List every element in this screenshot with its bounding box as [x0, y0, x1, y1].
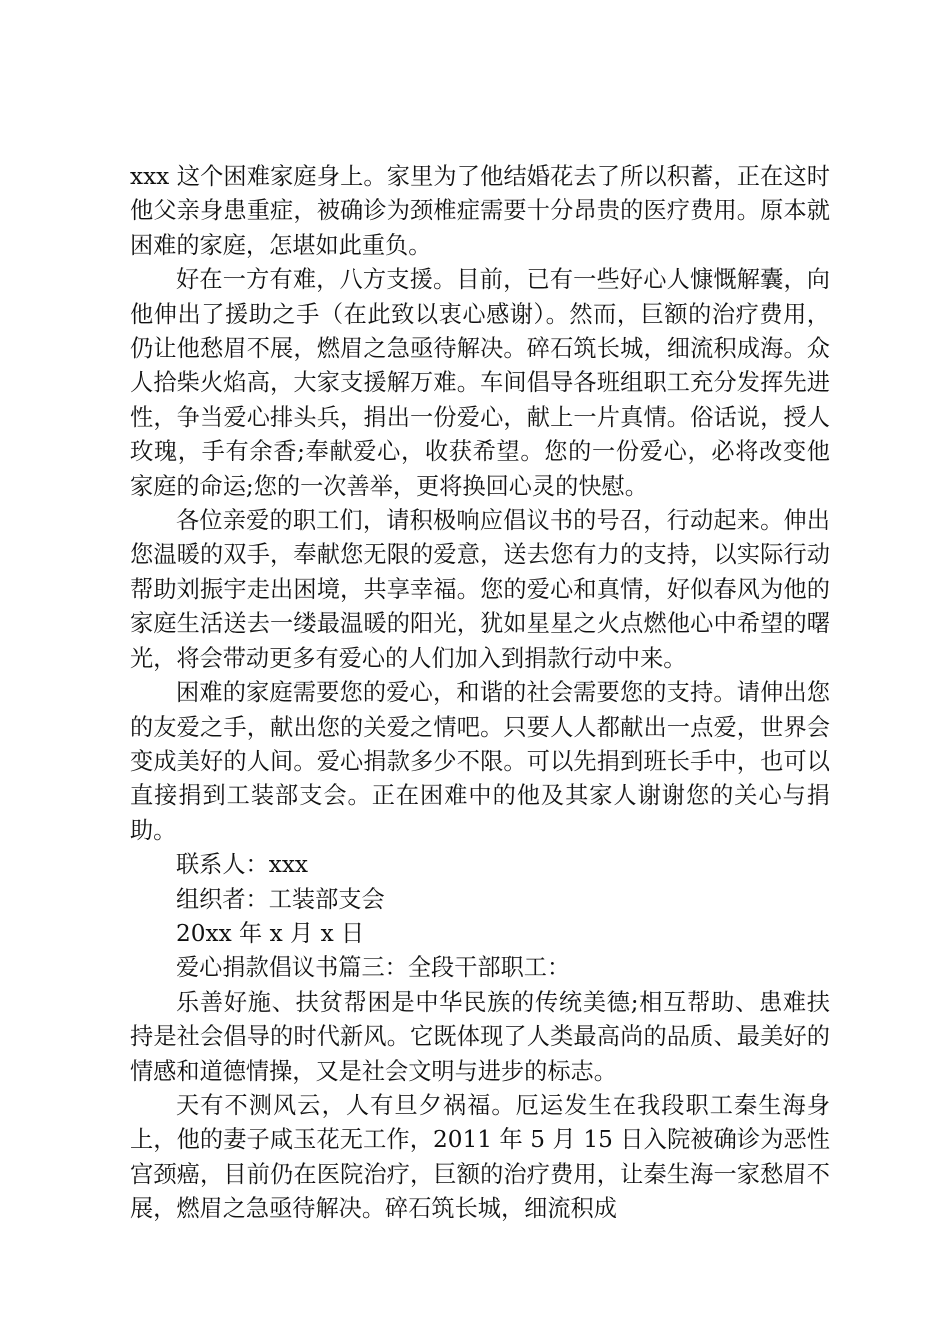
contact-line: 联系人：xxx — [176, 851, 308, 879]
paragraph-6: 天有不测风云，人有旦夕祸福。厄运发生在我段职工秦生海身上，他的妻子咸玉花无工作，2011 年 5 月 15 日入院被确诊为恶性宫颈癌，目前仍在医院治疗，巨额的治疗费用，让秦生海一家愁眉不展，燃眉之急亟待解决。碎石筑长城，细流积成 — [130, 1091, 830, 1223]
section-heading: 爱心捐款倡议书篇三：全段干部职工： — [176, 954, 571, 982]
date-line: 20xx 年 x 月 x 日 — [176, 919, 365, 947]
paragraph-4: 困难的家庭需要您的爱心，和谐的社会需要您的支持。请伸出您的友爱之手，献出您的关爱之情吧。只要人人都献出一点爱，世界会变成美好的人间。爱心捐款多少不限。可以先捐到班长手中，也可以直接捐到工装部支会。正在困难中的他及其家人谢谢您的关心与捐助。 — [130, 679, 830, 844]
paragraph-3: 各位亲爱的职工们，请积极响应倡议书的号召，行动起来。伸出您温暖的双手，奉献您无限的爱意，送去您有力的支持，以实际行动帮助刘振宇走出困境，共享幸福。您的爱心和真情，好似春风为他的家庭生活送去一缕最温暖的阳光，犹如星星之火点燃他心中希望的曙光，将会带动更多有爱心的人们加入到捐款行动中来。 — [130, 507, 830, 672]
paragraph-5: 乐善好施、扶贫帮困是中华民族的传统美德;相互帮助、患难扶持是社会倡导的时代新风。它既体现了人类最高尚的品质、最美好的情感和道德情操，又是社会文明与进步的标志。 — [130, 988, 830, 1085]
paragraph-1: xxx 这个困难家庭身上。家里为了他结婚花去了所以积蓄，正在这时他父亲身患重症，被确诊为颈椎症需要十分昂贵的医疗费用。原本就困难的家庭，怎堪如此重负。 — [130, 163, 830, 259]
organizer-line: 组织者：工装部支会 — [176, 885, 385, 913]
paragraph-2: 好在一方有难，八方支援。目前，已有一些好心人慷慨解囊，向他伸出了援助之手（在此致以衷心感谢）。然而，巨额的治疗费用，仍让他愁眉不展，燃眉之急亟待解决。碎石筑长城，细流积成海。众人拾柴火焰高，大家支援解万难。车间倡导各班组职工充分发挥先进性，争当爱心排头兵，捐出一份爱心，献上一片真情。俗话说，授人玫瑰，手有余香;奉献爱心，收获希望。您的一份爱心，必将改变他家庭的命运;您的一次善举，更将换回心灵的快慰。 — [130, 266, 830, 500]
document-page — [130, 160, 830, 1227]
